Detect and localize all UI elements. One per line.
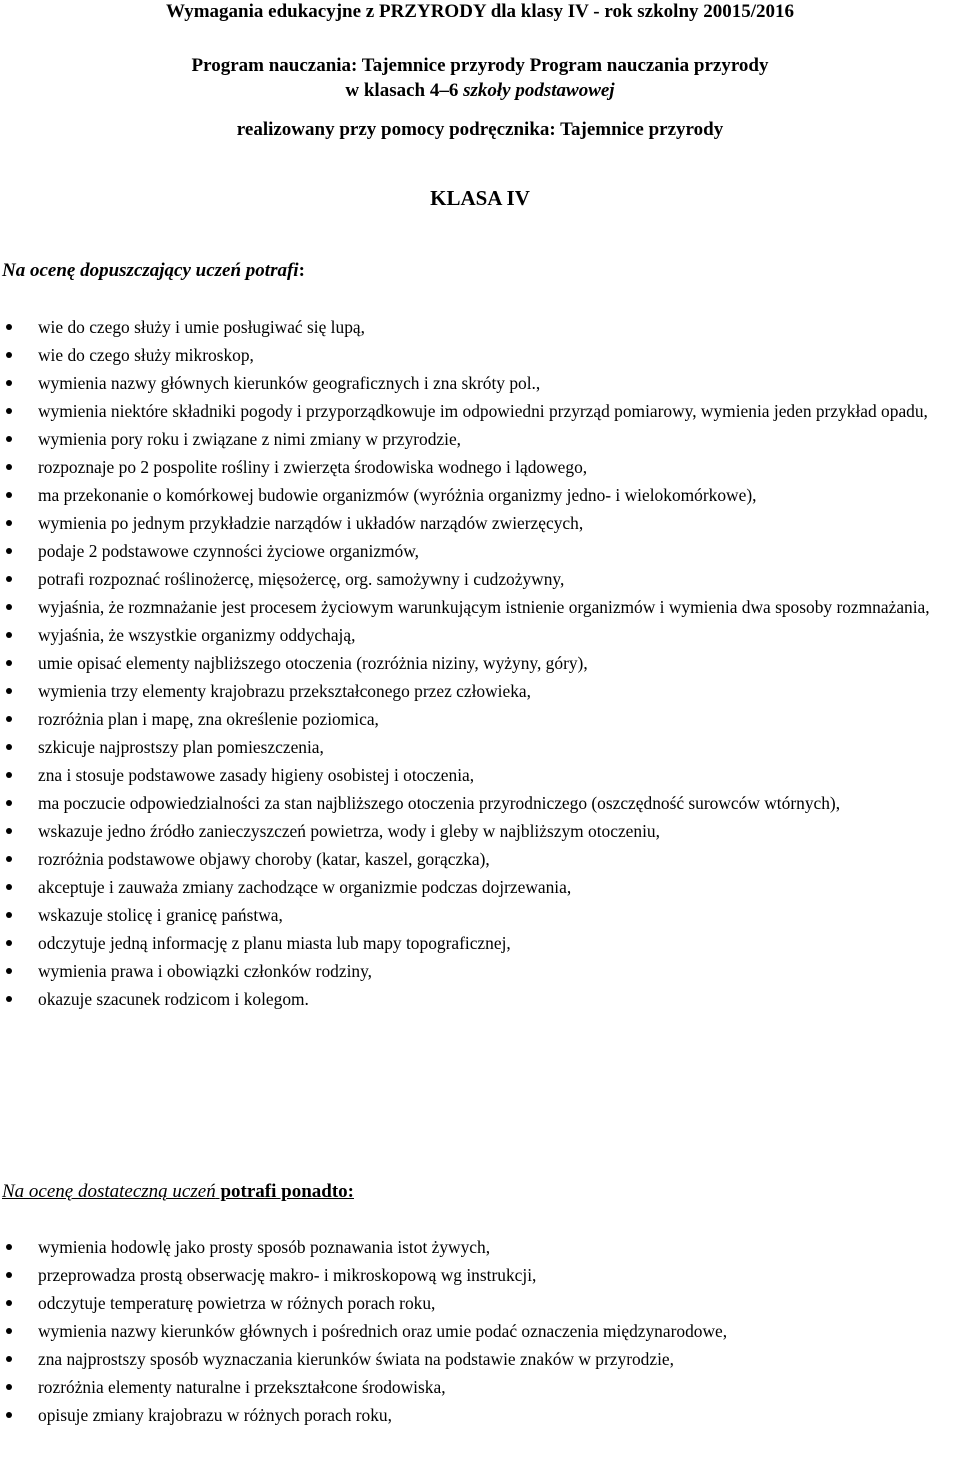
bullet-icon bbox=[6, 492, 12, 498]
bullet-icon bbox=[6, 856, 12, 862]
list-item bbox=[0, 397, 960, 425]
list-item bbox=[0, 733, 960, 761]
list-item-text: wymienia nazwy głównych kierunków geograficznych i zna skróty pol., bbox=[38, 373, 541, 393]
list-item-text: szkicuje najprostszy plan pomieszczenia, bbox=[38, 737, 324, 757]
bullet-icon bbox=[6, 828, 12, 834]
program-line-2-italic: szkoły podstawowej bbox=[463, 80, 615, 101]
section-1-heading-text: Na ocenę dopuszczający uczeń potrafi bbox=[2, 260, 299, 281]
list-item bbox=[0, 1317, 960, 1345]
list-item bbox=[0, 705, 960, 733]
list-item-text: wskazuje stolicę i granicę państwa, bbox=[38, 905, 283, 925]
bullet-icon bbox=[6, 1356, 12, 1362]
bullet-icon bbox=[6, 660, 12, 666]
list-item-text: rozróżnia podstawowe objawy choroby (katar, kaszel, gorączka), bbox=[38, 849, 490, 869]
list-item bbox=[0, 313, 960, 341]
bullet-icon bbox=[6, 800, 12, 806]
list-item-text: wyjaśnia, że rozmnażanie jest procesem życiowym warunkującym istnienie organizmów i wymienia dwa sposoby rozmnażania, bbox=[38, 597, 930, 617]
list-item-text: wyjaśnia, że wszystkie organizmy oddychają, bbox=[38, 625, 356, 645]
list-item bbox=[0, 369, 960, 397]
list-item bbox=[0, 1401, 960, 1429]
bullet-icon bbox=[6, 1328, 12, 1334]
textbook-line: realizowany przy pomocy podręcznika: Tajemnice przyrody bbox=[236, 119, 724, 140]
bullet-icon bbox=[6, 324, 12, 330]
list-item-text: rozpoznaje po 2 pospolite rośliny i zwierzęta środowiska wodnego i lądowego, bbox=[38, 457, 588, 477]
list-item bbox=[0, 1261, 960, 1289]
section-1-heading bbox=[2, 259, 305, 283]
bullet-icon bbox=[6, 464, 12, 470]
list-item bbox=[0, 453, 960, 481]
list-item bbox=[0, 649, 960, 677]
list-item bbox=[0, 873, 960, 901]
program-line-1: Program nauczania: Tajemnice przyrody Program nauczania przyrody bbox=[191, 55, 769, 76]
list-item bbox=[0, 481, 960, 509]
bullet-icon bbox=[6, 744, 12, 750]
list-item bbox=[0, 1345, 960, 1373]
bullet-icon bbox=[6, 968, 12, 974]
bullet-icon bbox=[6, 548, 12, 554]
class-heading: KLASA IV bbox=[430, 186, 530, 210]
bullet-icon bbox=[6, 940, 12, 946]
bullet-icon bbox=[6, 436, 12, 442]
list-item bbox=[0, 761, 960, 789]
bullet-icon bbox=[6, 996, 12, 1002]
bullet-icon bbox=[6, 884, 12, 890]
document-title bbox=[0, 0, 960, 24]
list-item-text: umie opisać elementy najbliższego otoczenia (rozróżnia niziny, wyżyny, góry), bbox=[38, 653, 588, 673]
section-1-list bbox=[0, 313, 960, 1013]
bullet-icon bbox=[6, 1272, 12, 1278]
list-item bbox=[0, 425, 960, 453]
list-item-text: okazuje szacunek rodzicom i kolegom. bbox=[38, 989, 309, 1009]
list-item-text: wymienia po jednym przykładzie narządów i układów narządów zwierzęcych, bbox=[38, 513, 584, 533]
list-item bbox=[0, 593, 960, 621]
bullet-icon bbox=[6, 520, 12, 526]
section-2-heading bbox=[2, 1180, 354, 1204]
bullet-icon bbox=[6, 912, 12, 918]
list-item bbox=[0, 565, 960, 593]
bullet-icon bbox=[6, 632, 12, 638]
bullet-icon bbox=[6, 380, 12, 386]
list-item-text: wymienia prawa i obowiązki członków rodziny, bbox=[38, 961, 373, 981]
bullet-icon bbox=[6, 1384, 12, 1390]
list-item bbox=[0, 789, 960, 817]
list-item bbox=[0, 817, 960, 845]
list-item-text: wie do czego służy mikroskop, bbox=[38, 345, 254, 365]
list-item-text: podaje 2 podstawowe czynności życiowe organizmów, bbox=[38, 541, 420, 561]
bullet-icon bbox=[6, 1244, 12, 1250]
list-item bbox=[0, 677, 960, 705]
list-item-text: potrafi rozpoznać roślinożercę, mięsożercę, org. samożywny i cudzożywny, bbox=[38, 569, 565, 589]
list-item-text: wymienia hodowlę jako prosty sposób poznawania istot żywych, bbox=[38, 1237, 491, 1257]
bullet-icon bbox=[6, 716, 12, 722]
list-item bbox=[0, 1233, 960, 1261]
list-item-text: zna najprostszy sposób wyznaczania kierunków świata na podstawie znaków w przyrodzie, bbox=[38, 1349, 674, 1369]
section-2-heading-italic: Na ocenę dostateczną uczeń bbox=[2, 1181, 216, 1202]
list-item bbox=[0, 929, 960, 957]
list-item-text: ma przekonanie o komórkowej budowie organizmów (wyróżnia organizmy jedno- i wielokomórkowe), bbox=[38, 485, 757, 505]
bullet-icon bbox=[6, 352, 12, 358]
program-line-2-bold: w klasach 4–6 bbox=[345, 80, 464, 101]
title-text: Wymagania edukacyjne z PRZYRODY dla klasy IV - rok szkolny 20015/2016 bbox=[165, 1, 795, 22]
list-item-text: rozróżnia elementy naturalne i przekształcone środowiska, bbox=[38, 1377, 446, 1397]
list-item bbox=[0, 957, 960, 985]
program-heading bbox=[0, 53, 960, 103]
bullet-icon bbox=[6, 688, 12, 694]
section-2-heading-bold: potrafi ponadto: bbox=[215, 1181, 354, 1202]
list-item-text: akceptuje i zauważa zmiany zachodzące w organizmie podczas dojrzewania, bbox=[38, 877, 572, 897]
bullet-icon bbox=[6, 576, 12, 582]
list-item-text: rozróżnia plan i mapę, zna określenie poziomica, bbox=[38, 709, 379, 729]
list-item-text: opisuje zmiany krajobrazu w różnych porach roku, bbox=[38, 1405, 392, 1425]
program-line-2 bbox=[0, 78, 960, 103]
list-item bbox=[0, 537, 960, 565]
list-item-text: wymienia niektóre składniki pogody i przyporządkowuje im odpowiedni przyrząd pomiarowy, wymienia jeden przykład opadu, bbox=[38, 401, 928, 421]
bullet-icon bbox=[6, 408, 12, 414]
bullet-icon bbox=[6, 1412, 12, 1418]
list-item-text: wymienia trzy elementy krajobrazu przekształconego przez człowieka, bbox=[38, 681, 531, 701]
section-2-list bbox=[0, 1233, 960, 1429]
section-1-heading-colon: : bbox=[298, 260, 305, 281]
list-item-text: wymienia nazwy kierunków głównych i pośrednich oraz umie podać oznaczenia międzynarodowe, bbox=[38, 1321, 728, 1341]
list-item-text: odczytuje temperaturę powietrza w różnych porach roku, bbox=[38, 1293, 436, 1313]
bullet-icon bbox=[6, 1300, 12, 1306]
bullet-icon bbox=[6, 604, 12, 610]
list-item bbox=[0, 1373, 960, 1401]
list-item bbox=[0, 1289, 960, 1317]
list-item-text: ma poczucie odpowiedzialności za stan najbliższego otoczenia przyrodniczego (oszczędność surowców wtórnych), bbox=[38, 793, 841, 813]
list-item-text: wymienia pory roku i związane z nimi zmiany w przyrodzie, bbox=[38, 429, 462, 449]
list-item-text: wie do czego służy i umie posługiwać się lupą, bbox=[38, 317, 365, 337]
list-item bbox=[0, 621, 960, 649]
list-item-text: odczytuje jedną informację z planu miasta lub mapy topograficznej, bbox=[38, 933, 511, 953]
list-item bbox=[0, 845, 960, 873]
list-item-text: przeprowadza prostą obserwację makro- i mikroskopową wg instrukcji, bbox=[38, 1265, 537, 1285]
list-item bbox=[0, 901, 960, 929]
list-item bbox=[0, 341, 960, 369]
list-item bbox=[0, 509, 960, 537]
list-item-text: zna i stosuje podstawowe zasady higieny osobistej i otoczenia, bbox=[38, 765, 475, 785]
bullet-icon bbox=[6, 772, 12, 778]
list-item-text: wskazuje jedno źródło zanieczyszczeń powietrza, wody i gleby w najbliższym otoczeniu, bbox=[38, 821, 660, 841]
list-item bbox=[0, 985, 960, 1013]
